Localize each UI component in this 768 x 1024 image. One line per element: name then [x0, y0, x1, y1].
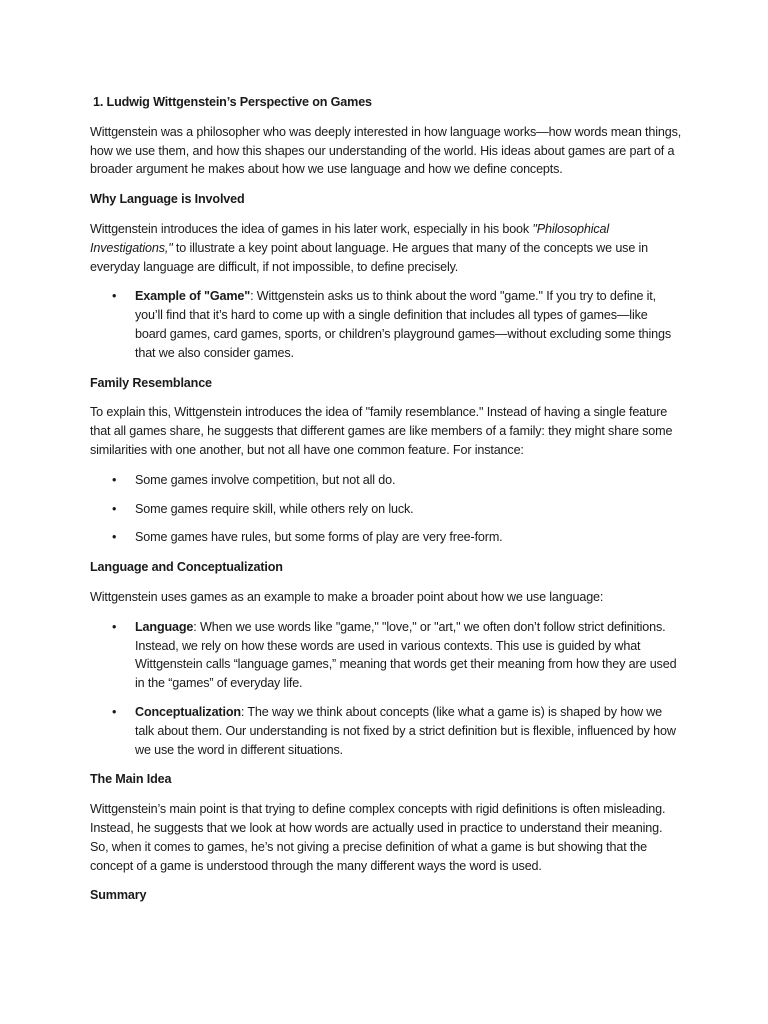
why-language-text-after: to illustrate a key point about language. He argues that many of the concepts we use in everyday language are difficult, if not impossible, to define precisely.	[90, 240, 649, 274]
list-item	[90, 471, 682, 490]
heading-language-conceptualization: Language and Conceptualization	[90, 560, 283, 575]
list-item-text: Some games involve competition, but not all do.	[135, 472, 396, 487]
bullet-icon: •	[112, 704, 117, 719]
bullet-icon: •	[112, 530, 117, 545]
main-idea-paragraph: Wittgenstein’s main point is that trying to define complex concepts with rigid definitions is often misleading. Instead, he suggests that we look at how words are actually used in practice to understand their meaning. So, when it comes to games, he’s not giving a precise definition of what a game is but showing that the concept of a game is understood through the many different ways the word is used.	[90, 802, 666, 873]
bullet-text: : Wittgenstein asks us to think about the word "game." If you try to define it, you’ll find that it’s hard to come up with a single definition that includes all types of games—like board games, card games, sports, or children’s playground games—without excluding some things that we also consider games.	[135, 289, 672, 360]
bullet-term: Example of "Game"	[135, 289, 251, 304]
list-item-example-game	[90, 287, 682, 362]
list-item	[90, 500, 682, 519]
bullet-term: Language	[135, 619, 194, 634]
bullet-icon: •	[112, 501, 117, 516]
bullet-text: : When we use words like "game," "love," or "art," we often don’t follow strict definitions. Instead, we rely on how these words are used in various contexts. This use is guided by what Wittgenstein calls “language games,” meaning that words get their meaning from how they are used in the “games” of everyday life.	[135, 619, 677, 691]
list-item	[90, 528, 682, 547]
family-resemblance-list	[90, 471, 682, 547]
heading-summary: Summary	[90, 888, 147, 903]
bullet-text: : The way we think about concepts (like what a game is) is shaped by how we talk about them. Our understanding is not fixed by a strict definition but is flexible, influenced by how we use the word in different situations.	[135, 704, 676, 757]
list-item-language	[90, 618, 682, 693]
family-resemblance-paragraph: To explain this, Wittgenstein introduces the idea of "family resemblance." Instead of having a single feature that all games share, he suggests that different games are like members of a family: they might share some similarities with one another, but not all have one common feature. For instance:	[90, 405, 673, 457]
list-item-text: Some games have rules, but some forms of play are very free-form.	[135, 530, 503, 545]
list-item-conceptualization	[90, 703, 682, 759]
bullet-icon: •	[112, 289, 117, 304]
bullet-icon: •	[112, 619, 117, 634]
list-item-text: Some games require skill, while others rely on luck.	[135, 501, 414, 516]
heading-main-idea: The Main Idea	[90, 772, 172, 787]
why-language-list	[90, 287, 682, 362]
why-language-paragraph	[90, 220, 682, 276]
heading-why-language: Why Language is Involved	[90, 192, 245, 207]
heading-family-resemblance: Family Resemblance	[90, 375, 212, 390]
document-title: 1. Ludwig Wittgenstein’s Perspective on Games	[93, 95, 372, 109]
bullet-term: Conceptualization	[135, 704, 241, 719]
intro-paragraph: Wittgenstein was a philosopher who was deeply interested in how language works—how words mean things, how we use them, and how this shapes our understanding of the world. His ideas about games are part of a broader argument he makes about how we use language and how we define concepts.	[90, 124, 682, 177]
document-body	[90, 93, 682, 916]
why-language-text-before: Wittgenstein introduces the idea of games in his later work, especially in his book	[90, 221, 533, 236]
language-conceptualization-list	[90, 618, 682, 760]
language-conceptualization-paragraph: Wittgenstein uses games as an example to make a broader point about how we use language:	[90, 589, 604, 604]
bullet-icon: •	[112, 472, 117, 487]
book-title: "Philosophical Investigations,"	[90, 221, 609, 255]
